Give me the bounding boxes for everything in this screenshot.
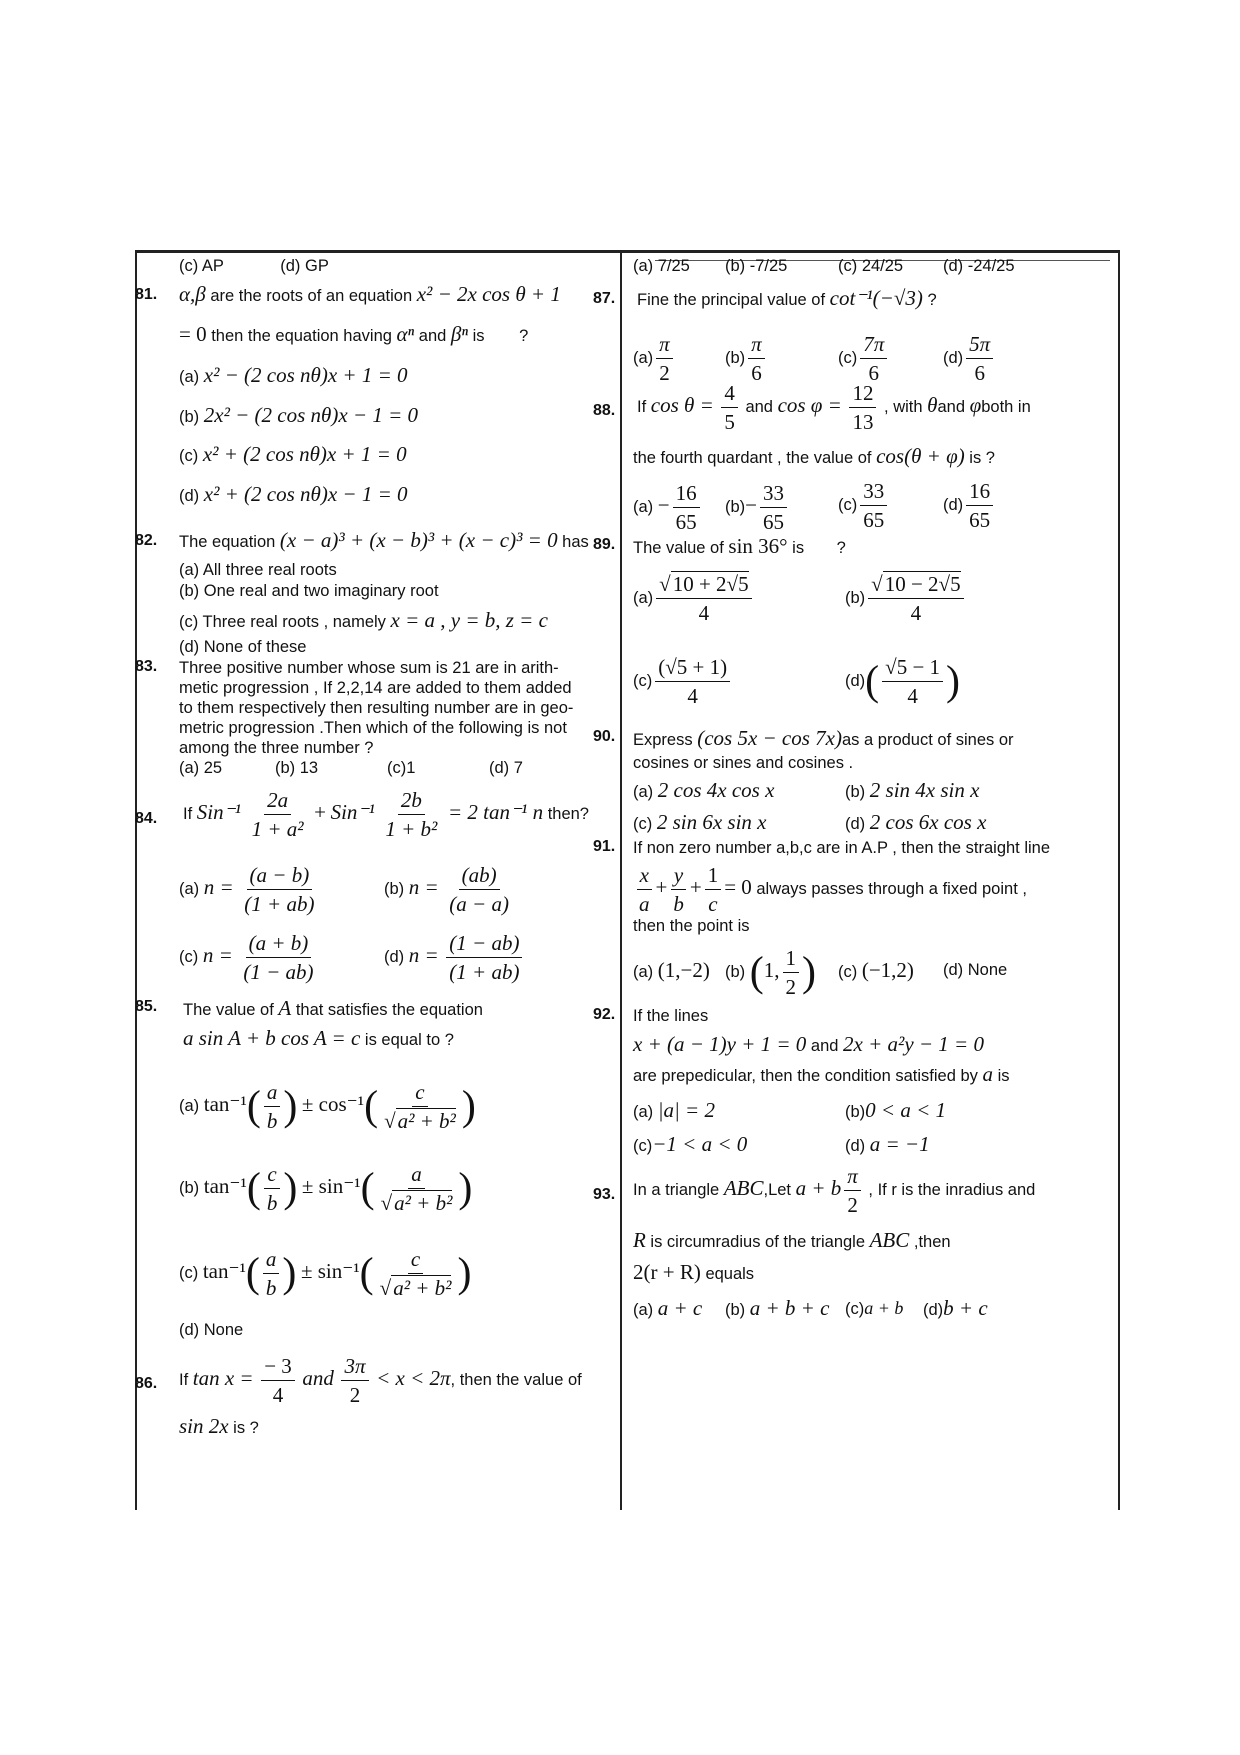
question-text-line: then the point is: [633, 917, 750, 935]
option-a: (a) (1,−2): [633, 958, 710, 982]
triangle-name: ABC: [869, 1228, 910, 1252]
question-text: and: [745, 398, 773, 416]
option-c: (c) $\frac{(√5 + 1)}{4}$: [633, 648, 733, 714]
option-a: (a) All three real roots: [179, 561, 337, 579]
option-b: (b) 2x² − (2 cos nθ)x − 1 = 0: [179, 403, 419, 427]
question-text: then?: [547, 805, 589, 823]
option-b: (b) 13: [275, 759, 319, 777]
question-text: If: [183, 805, 193, 823]
option-c: (c) AP: [179, 257, 224, 275]
variable: a: [982, 1062, 993, 1086]
equation: sin 36°: [728, 534, 788, 558]
equation: cot⁻¹(−√3): [829, 286, 923, 310]
option-b: (b) -7/25: [725, 257, 788, 275]
option-b: (b) 2 sin 4x sin x: [845, 778, 980, 802]
equation: = 2 tan⁻¹ n: [447, 800, 544, 824]
alpha-n: αⁿ: [396, 322, 415, 346]
question-number: 87.: [593, 290, 616, 307]
question-number: 82.: [135, 532, 158, 549]
option-c: (c)1: [387, 759, 416, 777]
question-text: Fine the principal value of: [637, 291, 826, 309]
option-d: (d) 7: [489, 759, 523, 777]
equation: cos φ =: [777, 393, 842, 417]
question-text: , then the value of: [450, 1371, 582, 1389]
question-text: , with: [884, 398, 923, 416]
question-text-line: Three positive number whose sum is 21 are in arith-: [179, 659, 559, 677]
option-a: (a) − $\frac{16}{65}$: [633, 477, 703, 535]
fraction: $\frac{2b}{\text{1 + b²}}$: [385, 788, 438, 842]
option-d: (d) None: [179, 1321, 244, 1339]
function: Sin⁻¹: [196, 800, 241, 824]
fraction: $\frac{1}{c}$: [705, 862, 722, 917]
question-text: The value of: [183, 1001, 274, 1019]
option-c: (c) n = $\frac{(a + b)}{(1 - ab)}$: [179, 931, 314, 985]
fraction: $\frac{x}{a}$: [636, 862, 653, 917]
equation: a + b: [795, 1176, 842, 1200]
option-c: (c) 2 sin 6x sin x: [633, 810, 767, 834]
fraction: $\frac{- 3}{4}$: [261, 1353, 295, 1408]
equation: cos(θ + φ): [876, 444, 965, 468]
equation: x + (a − 1)y + 1 = 0: [633, 1032, 807, 1056]
question-number: 93.: [593, 1186, 616, 1203]
question-text: If: [637, 398, 647, 416]
option-d: (d) None: [943, 961, 1008, 979]
option-d: (d) -24/25: [943, 257, 1015, 275]
equation: cos θ =: [650, 393, 714, 417]
equation: tan x =: [192, 1366, 254, 1390]
option-b: (b) (1, $\frac{1}{2}$ ): [725, 946, 817, 1000]
question-text: and: [418, 327, 447, 345]
question-text: has: [562, 533, 589, 551]
option-a: (a) n = $\frac{(a - b)}{(1 + ab)}$: [179, 863, 315, 917]
option-d: (d) None of these: [179, 638, 307, 656]
variable: R: [633, 1228, 646, 1252]
option-b: (b) $\frac{√10 - 2√5}{4}$: [845, 568, 967, 628]
question-text: is ?: [233, 1419, 259, 1437]
option-b: (b) n = $\frac{(ab)}{(a - a)}$: [384, 863, 509, 917]
question-text: are prepedicular, then the condition satisfied by: [633, 1067, 978, 1085]
fraction: $\frac{12}{13}$: [849, 380, 876, 435]
question-text-line: cosines or sines and cosines .: [633, 754, 854, 772]
option-c: (c)−1 < a < 0: [633, 1132, 748, 1156]
equation: (x − a)³ + (x − b)³ + (x − c)³ = 0: [279, 528, 558, 552]
option-a: (a) $\frac{\pi}{2}$: [633, 330, 676, 386]
question-text: is: [792, 539, 805, 557]
question-text: equals: [705, 1265, 755, 1283]
question-text: , If r is the inradius and: [868, 1181, 1036, 1199]
question-number: 84.: [135, 810, 158, 827]
question-number: 81.: [135, 286, 158, 303]
fraction: $\frac{2a}{\text{1 + a²}}$: [251, 788, 304, 842]
option-c: (c) x² + (2 cos nθ)x + 1 = 0: [179, 442, 407, 466]
fraction: $\frac{3\pi}{2}$: [341, 1353, 368, 1408]
option-d: (d) 2 cos 6x cos x: [845, 810, 987, 834]
equation: 2x + a²y − 1 = 0: [843, 1032, 984, 1056]
question-text: In a triangle: [633, 1181, 720, 1199]
variable: A: [278, 996, 292, 1020]
option-b: (b) One real and two imaginary root: [179, 582, 439, 600]
question-text-line: among the three number ?: [179, 739, 374, 757]
option-d: (d) $\frac{5\pi}{6}$: [943, 330, 996, 386]
left-border: [135, 250, 137, 1510]
question-number: 91.: [593, 838, 616, 855]
question-text: and: [937, 398, 966, 416]
question-mark: ?: [927, 291, 937, 309]
question-number: 85.: [135, 998, 158, 1015]
question-number: 83.: [135, 658, 158, 675]
question-text: If: [179, 1371, 189, 1389]
question-number: 89.: [593, 536, 616, 553]
fraction: $\frac{\pi}{2}$: [844, 1163, 861, 1218]
question-text: The equation: [179, 533, 276, 551]
option-a: (a) $\frac{√10 + 2√5}{4}$: [633, 568, 755, 628]
question-text: as a product of sines or: [842, 731, 1014, 749]
question-number: 86.: [135, 1375, 158, 1392]
question-text-line: metric progression .Then which of the following is not: [179, 719, 567, 737]
option-b: (b) tan⁻¹( $\frac{c}{b}$ ) ± sin⁻¹( $\frac{a}{\text{√a² + b²}}$ ): [179, 1162, 473, 1216]
option-c: (c) (−1,2): [838, 958, 914, 982]
option-b: (b) $\frac{\pi}{6}$: [725, 330, 768, 386]
operator: +: [314, 800, 326, 824]
question-text: Express: [633, 731, 693, 749]
alpha-beta: α,β: [179, 282, 206, 306]
option-c: (c) tan⁻¹( $\frac{a}{b}$ ) ± sin⁻¹( $\frac{c}{\text{√a² + b²}}$ ): [179, 1247, 472, 1301]
expression: sin 2x: [179, 1414, 229, 1438]
question-text: is equal to ?: [364, 1031, 454, 1049]
option-d: (d) a = −1: [845, 1132, 930, 1156]
beta-n: βⁿ: [450, 322, 468, 346]
option-d: (d) x² + (2 cos nθ)x − 1 = 0: [179, 482, 408, 506]
equation: < x < 2π: [376, 1366, 451, 1390]
function: Sin⁻¹: [330, 800, 375, 824]
question-text: then the equation having: [211, 327, 392, 345]
question-text: and: [810, 1037, 839, 1055]
fraction: $\frac{y}{b}$: [670, 862, 687, 917]
question-text: both in: [981, 398, 1031, 416]
equation: a sin A + b cos A = c: [183, 1026, 361, 1050]
question-text: is circumradius of the triangle: [650, 1233, 866, 1251]
question-text-line: to them respectively then resulting number are in geo-: [179, 699, 574, 717]
question-text: is: [472, 327, 485, 345]
question-sheet: (c) AP (d) GP 81. α,β are the roots of an equation x² − 2x cos θ + 1 = 0 then the equation having αⁿ and βⁿ is ? (a) x² − (2 cos nθ)x + 1 = 0 (b) 2x² − (2 cos nθ)x − 1 = 0 (c) x² + (2 cos nθ)x + 1 = 0 (d) x² + (2 cos nθ)x − 1 = 0 82. The equation (x − a)³ + (x − b)³ + (x − c)³ = 0 has (a) All three real roots (b) One real and two imaginary root (c) Three real roots , namely x = a , y = b, z = c (d) None of these 83. Three positive number whose sum is 21 are in arith- metic progression , If 2,2,14 are added to them added to them respectively then resulting number are in geo- metric progression .Then which of the following is not among the three number ? (a) 25 (b) 13 (c)1 (d) 7 84. If Sin⁻¹ $\frac{2a}{\text{1 + a²}}$ + Sin⁻¹ $\frac{2b}{\text{1 + b²}}$ = 2 tan⁻¹ n then? (a) n = $\frac{(a - b)}{(1 + ab)}$ (b) n = $\frac{(ab)}{(a - a)}$ (c) n = $\frac{(a + b)}{(1 - ab)}$ (d) n = $\frac{(1 - ab)}{(1 + ab)}$ 85. The value of A that satisfies the equation a sin A + b cos A = c is equal to ? (a) tan⁻¹( $\frac{a}{b}$ ) ± cos⁻¹( $\frac{c}{\text{√a² + b²}}$ ) (b) tan⁻¹( $\frac{c}{b}$ ) ± sin⁻¹( $\frac{a}{\text{√a² + b²}}$ ) (c) tan⁻¹( $\frac{a}{b}$ ) ± sin⁻¹( $\frac{c}{\text{√a² + b²}}$ ) (d) None 86. If tan x = $\frac{- 3}{4}$ and $\frac{3\pi}{2}$ < x < 2π, then the value of sin 2x is ? (a) 7/25 (b) -7/25 (c) 24/25 (d) -24/25 87. Fine the principal value of cot⁻¹(−√3) ? (a) $\frac{\pi}{2}$ (b) $\frac{\pi}{6}$ (c) $\frac{7\pi}{6}$ (d) $\frac{5\pi}{6}$ 88. If cos θ = $\frac{4}{5}$ and cos φ = $\frac{12}{13}$ , with θand φboth in the fourth quardant , the value of cos(θ + φ) is ? (a) − $\frac{16}{65}$ (b)− $\frac{33}{65}$ (c) $\frac{33}{65}$ (d) $\frac{16}{65}$ 89. The value of sin 36° is ? (a) $\frac{√10 + 2√5}{4}$ (b) $\frac{√10 - 2√5}{4}$ (c) $\frac{(√5 + 1)}{4}$ (d)( $\frac{√5 - 1}{4}$ ) 90. Express (cos 5x − cos 7x)as a product of sines or cosines or sines and cosines . (a) 2 cos 4x cos x (b) 2 sin 4x sin x (c) 2 sin 6x sin x (d) 2 cos 6x cos x 91. If non zero number a,b,c are in A.P , then the straight line $\frac{x}{a}$ + $\frac{y}{b}$ + $\frac{1}{c}$ = 0 always passes through a fixed point , then the point is (a) (1,−2) (b) (1, $\frac{1}{2}$ ) (c) (−1,2) (d) None 92. If the lines x + (a − 1)y + 1 = 0 and 2x + a²y − 1 = 0 are prepedicular, then the condition satisfied by a is (a) |a| = 2 (b)0 < a < 1 (c)−1 < a < 0 (d) a = −1 93. In a triangle ABC,Let a + b $\frac{\pi}{2}$ , If r is the inradius and R is circumradius of the triangle ABC ,then 2(r + R) equals (a) a + c (b) a + b + c (c)a + b (d)b + c: [135, 250, 1120, 1510]
option-a: (a) 25: [179, 759, 223, 777]
option-c: (c)a + b: [845, 1298, 904, 1318]
option-a: (a) a + c: [633, 1296, 703, 1320]
question-text: The value of: [633, 539, 724, 557]
option-b: (b)− $\frac{33}{65}$: [725, 477, 790, 535]
top-rule: [135, 250, 1120, 253]
question-text: that satisfies the equation: [295, 1001, 483, 1019]
question-text: ,Let: [763, 1181, 792, 1199]
option-d: (d) n = $\frac{(1 - ab)}{(1 + ab)}$: [384, 928, 625, 985]
equation: (cos 5x − cos 7x): [697, 726, 842, 750]
phi: φ: [969, 393, 982, 417]
question-text-line: metic progression , If 2,2,14 are added to them added: [179, 679, 572, 697]
question-text: the fourth quardant , the value of: [633, 449, 872, 467]
option-a: (a) |a| = 2: [633, 1098, 715, 1122]
question-number: 90.: [593, 728, 616, 745]
fraction: $\frac{4}{5}$: [721, 380, 738, 435]
theta: θ: [927, 393, 938, 417]
option-c: (c) $\frac{7\pi}{6}$: [838, 330, 890, 386]
option-b: (b) a + b + c: [725, 1296, 830, 1320]
question-text: ,then: [913, 1233, 951, 1251]
question-text: always passes through a fixed point ,: [756, 880, 1027, 898]
option-c: (c) 24/25: [838, 257, 904, 275]
option-d: (d)b + c: [923, 1296, 988, 1320]
question-number: 88.: [593, 402, 616, 419]
option-d: (d) GP: [280, 257, 329, 275]
option-c: (c) $\frac{33}{65}$: [838, 477, 890, 533]
option-a: (a) x² − (2 cos nθ)x + 1 = 0: [179, 363, 408, 387]
question-text: is: [997, 1067, 1010, 1085]
question-number: 92.: [593, 1006, 616, 1023]
question-text: are the roots of an equation: [210, 287, 413, 305]
question-text: is ?: [969, 449, 995, 467]
option-d: (d) $\frac{16}{65}$: [943, 477, 996, 533]
option-d: (d)( $\frac{√5 - 1}{4}$ ): [845, 655, 961, 709]
option-a: (a) 2 cos 4x cos x: [633, 778, 775, 802]
question-text-line: If the lines: [633, 1007, 709, 1025]
question-mark: ?: [519, 327, 529, 345]
question-mark: ?: [836, 539, 846, 557]
option-c: (c) Three real roots , namely x = a , y = b, z = c: [179, 608, 548, 632]
option-a: (a) tan⁻¹( $\frac{a}{b}$ ) ± cos⁻¹( $\frac{c}{\text{√a² + b²}}$ ): [179, 1080, 476, 1134]
conjunction: and: [302, 1366, 334, 1390]
equation: x² − 2x cos θ + 1: [416, 282, 561, 306]
option-b: (b)0 < a < 1: [845, 1098, 947, 1122]
option-a: (a) 7/25: [633, 257, 690, 275]
question-text-line: If non zero number a,b,c are in A.P , then the straight line: [633, 839, 1051, 857]
triangle-name: ABC: [723, 1176, 764, 1200]
expression: 2(r + R): [633, 1260, 701, 1284]
equation: = 0: [179, 322, 207, 346]
equation: = 0: [724, 875, 752, 899]
